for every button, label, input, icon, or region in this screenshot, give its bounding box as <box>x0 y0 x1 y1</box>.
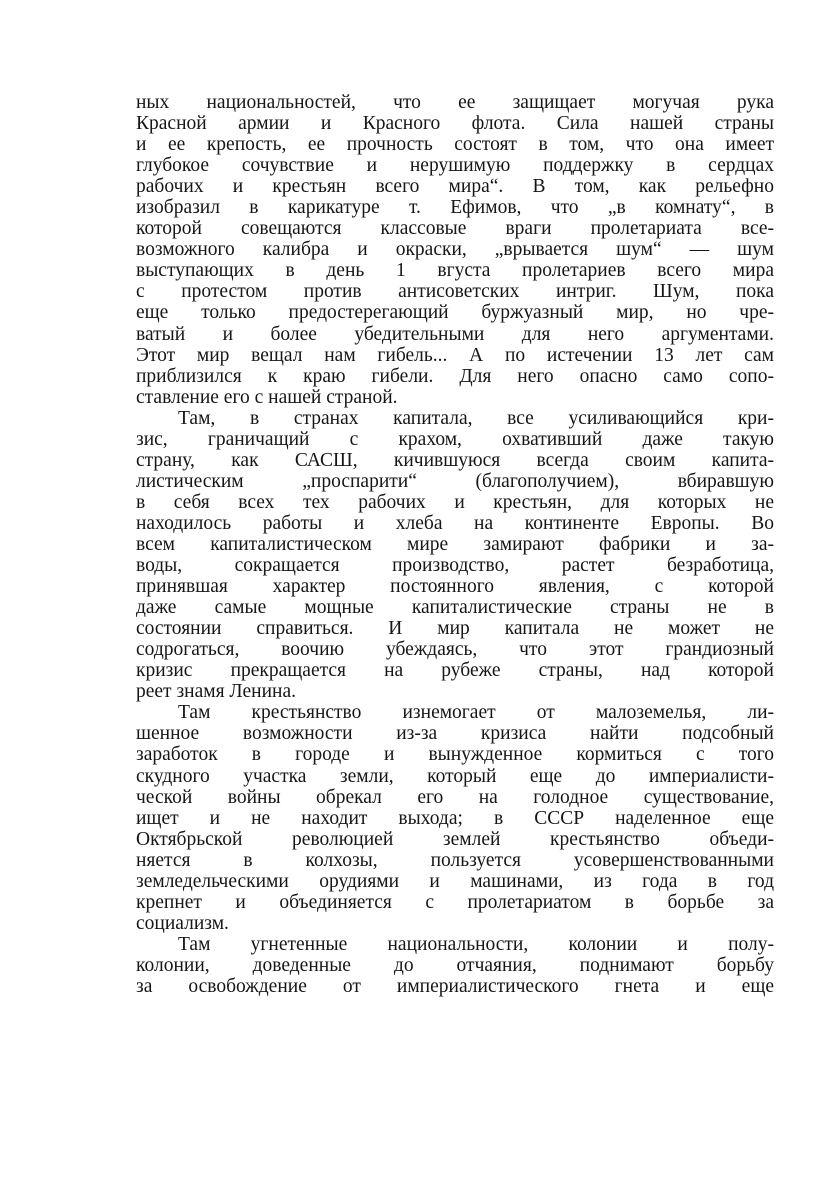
text-line: скудного участка земли, который еще до империалисти- <box>136 765 774 787</box>
paragraph-4 <box>136 934 774 997</box>
text-line: глубокое сочувствие и нерушимую поддержку в сердцах <box>136 155 774 177</box>
text-line: и ее крепость, ее прочность состоят в том, что она имеет <box>136 134 774 156</box>
text-line: находилось работы и хлеба на континенте Европы. Во <box>136 512 774 534</box>
text-line: приблизился к краю гибели. Для него опасно само сопо- <box>136 365 774 387</box>
text-line: ватый и более убедительными для него аргументами. <box>136 323 774 345</box>
text-line: заработок в городе и вынужденное кормиться с того <box>136 744 774 766</box>
text-line: изобразил в карикатуре т. Ефимов, что „в комнату“, в <box>136 197 774 219</box>
text-line: ческой войны обрекал его на голодное существование, <box>136 786 774 808</box>
text-line: с протестом против антисоветских интриг. Шум, пока <box>136 281 774 303</box>
text-line: Красной армии и Красного флота. Сила нашей страны <box>136 113 774 135</box>
text-line: страну, как САСШ, кичившуюся всегда своим капита- <box>136 449 774 471</box>
paragraph-3 <box>136 702 774 934</box>
text-line: всем капиталистическом мире замирают фабрики и за- <box>136 533 774 555</box>
text-line: выступающих в день 1 вгуста пролетариев всего мира <box>136 260 774 282</box>
text-line: шенное возможности из-за кризиса найти подсобный <box>136 723 774 745</box>
text-line: няется в колхозы, пользуется усовершенствованными <box>136 849 774 871</box>
text-line: ставление его с нашей страной. <box>136 386 398 408</box>
text-line: за освобождение от империалистического гнета и еще <box>136 975 774 997</box>
text-line: колонии, доведенные до отчаяния, поднимают борьбу <box>136 954 774 976</box>
text-line: в себя всех тех рабочих и крестьян, для которых не <box>136 491 774 513</box>
text-line: ных национальностей, что ее защищает могучая рука <box>136 92 774 113</box>
text-line: социализм. <box>136 912 229 934</box>
text-line: Там угнетенные национальности, колонии и полу- <box>178 933 774 955</box>
text-line: Там крестьянство изнемогает от малоземелья, ли- <box>178 702 774 724</box>
text-line: Там, в странах капитала, все усиливающийся кри- <box>178 407 774 429</box>
text-line: рабочих и крестьян всего мира“. В том, как рельефно <box>136 176 774 198</box>
text-line: Октябрьской революцией землей крестьянство объеди- <box>136 828 774 850</box>
text-line: еще только предостерегающий буржуазный мир, но чре- <box>136 302 774 324</box>
text-line: ищет и не находит выхода; в СССР наделенное еще <box>136 807 774 829</box>
paragraph-1 <box>136 92 774 408</box>
text-line: кризис прекращается на рубеже страны, над которой <box>136 660 774 682</box>
text-line: которой совещаются классовые враги пролетариата все- <box>136 218 774 240</box>
text-line: содрогаться, воочию убеждаясь, что этот грандиозный <box>136 639 774 661</box>
text-line: земледельческими орудиями и машинами, из года в год <box>136 870 774 892</box>
text-line: даже самые мощные капиталистические страны не в <box>136 597 774 619</box>
text-line: листическим „проспарити“ (благополучием), вбиравшую <box>136 470 774 492</box>
body-text <box>136 92 774 997</box>
text-line: возможного калибра и окраски, „врывается шум“ — шум <box>136 239 774 261</box>
text-line: состоянии справиться. И мир капитала не может не <box>136 618 774 640</box>
text-line: крепнет и объединяется с пролетариатом в борьбе за <box>136 891 774 913</box>
text-line: принявшая характер постоянного явления, с которой <box>136 576 774 598</box>
text-line: зис, граничащий с крахом, охвативший даже такую <box>136 428 774 450</box>
paragraph-2 <box>136 408 774 703</box>
text-line: реет знамя Ленина. <box>136 681 297 703</box>
text-line: воды, сокращается производство, растет безработица, <box>136 555 774 577</box>
text-line: Этот мир вещал нам гибель... А по истечении 13 лет сам <box>136 344 774 366</box>
